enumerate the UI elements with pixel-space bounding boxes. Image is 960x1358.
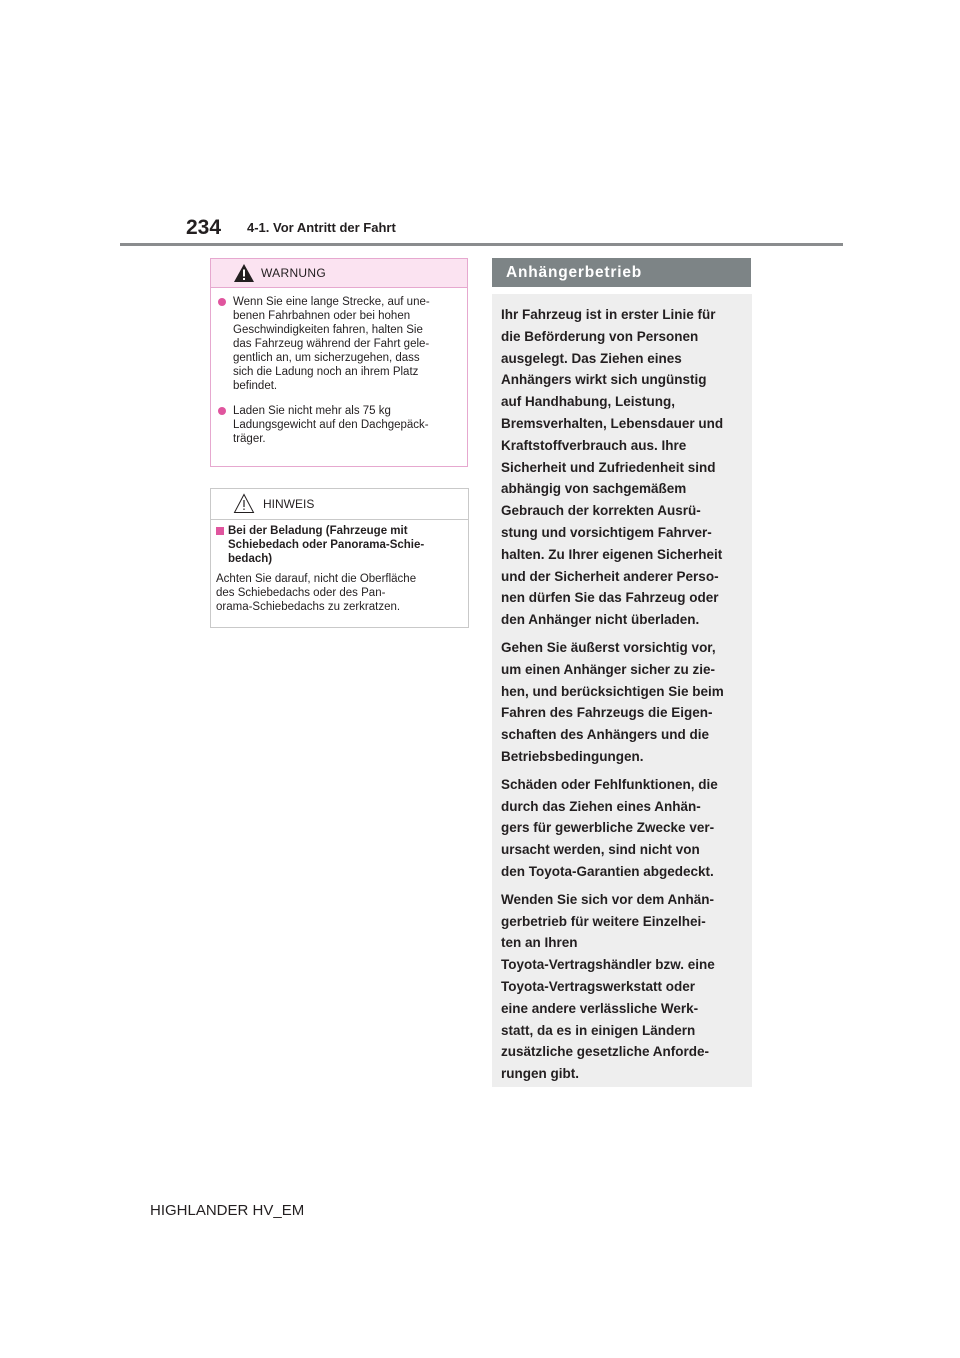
header-divider [120, 243, 843, 246]
trailer-panel [492, 294, 752, 1087]
warning-body [211, 288, 467, 446]
caution-triangle-icon [233, 493, 255, 514]
trailer-paragraph: Gehen Sie äußerst vorsichtig vor, um einen Anhänger sicher zu zie- hen, und berücksichtigen Sie beim Fahren des Fahrzeugs die Eigen- schaften des Anhängers und die Betriebsbedingungen. [501, 639, 724, 764]
warning-item-text: Wenn Sie eine lange Strecke, auf une- benen Fahrbahnen oder bei hohen Geschwindigkeiten fahren, halten Sie das Fahrzeug während der Fahrt gele- gentlich an, um sicherzugehen, dass sich die Ladung noch an ihrem Platz befindet. [233, 296, 430, 392]
trailer-paragraph: Schäden oder Fehlfunktionen, die durch das Ziehen eines Anhän- gers für gewerbliche Zwecke ver- ursacht werden, sind nicht von den Toyota-Garantien abgedeckt. [501, 776, 718, 879]
note-subheading-text: Bei der Beladung (Fahrzeuge mit Schiebedach oder Panorama-Schie- bedach) [228, 525, 425, 565]
bullet-dot-icon [218, 407, 226, 415]
warning-item [215, 295, 457, 393]
warning-item [215, 404, 457, 446]
note-body [211, 520, 468, 614]
bullet-dot-icon [218, 298, 226, 306]
trailer-paragraph: Ihr Fahrzeug ist in erster Linie für die Beförderung von Personen ausgelegt. Das Ziehen eines Anhängers wirkt sich ungünstig auf Handhabung, Leistung, Bremsverhalten, Lebensdauer und Kraftstoffverbrauch aus. Ihre Sicherheit und Zufriedenheit sind abhängig von sachgemäßem Gebrauch der korrekten Ausrü- stung und vorsichtigem Fahrver- halten. Zu Ihrer eigenen Sicherheit und der Sicherheit anderer Perso- nen dürfen Sie das Fahrzeug oder den Anhänger nicht überladen. [501, 307, 724, 628]
warning-label: WARNUNG [261, 266, 326, 280]
note-subheading [215, 524, 458, 566]
note-box [210, 488, 469, 628]
note-label: HINWEIS [263, 497, 315, 511]
footer-model-code: HIGHLANDER HV_EM [150, 1202, 305, 1219]
bullet-square-icon [216, 527, 224, 535]
page-number: 234 [186, 216, 222, 239]
section-title: 4-1. Vor Antritt der Fahrt [247, 220, 396, 235]
warning-header [211, 259, 467, 288]
note-text: Achten Sie darauf, nicht die Oberfläche des Schiebedachs oder des Pan- orama-Schiebedachs zu zerkratzen. [216, 573, 417, 613]
warning-box [210, 258, 468, 467]
warning-triangle-icon [233, 263, 255, 283]
trailer-heading: Anhängerbetrieb [492, 258, 751, 287]
warning-item-text: Laden Sie nicht mehr als 75 kg Ladungsgewicht auf den Dachgepäck- träger. [233, 405, 429, 445]
trailer-paragraph: Wenden Sie sich vor dem Anhän- gerbetrieb für weitere Einzelhei- ten an Ihren Toyota-Vertragshändler bzw. eine Toyota-Vertragswerkstatt oder eine andere verlässliche Werk- statt, da es in einigen Ländern zusätzliche gesetzliche Anforde- rungen gibt. [501, 891, 715, 1082]
note-header [211, 489, 468, 520]
